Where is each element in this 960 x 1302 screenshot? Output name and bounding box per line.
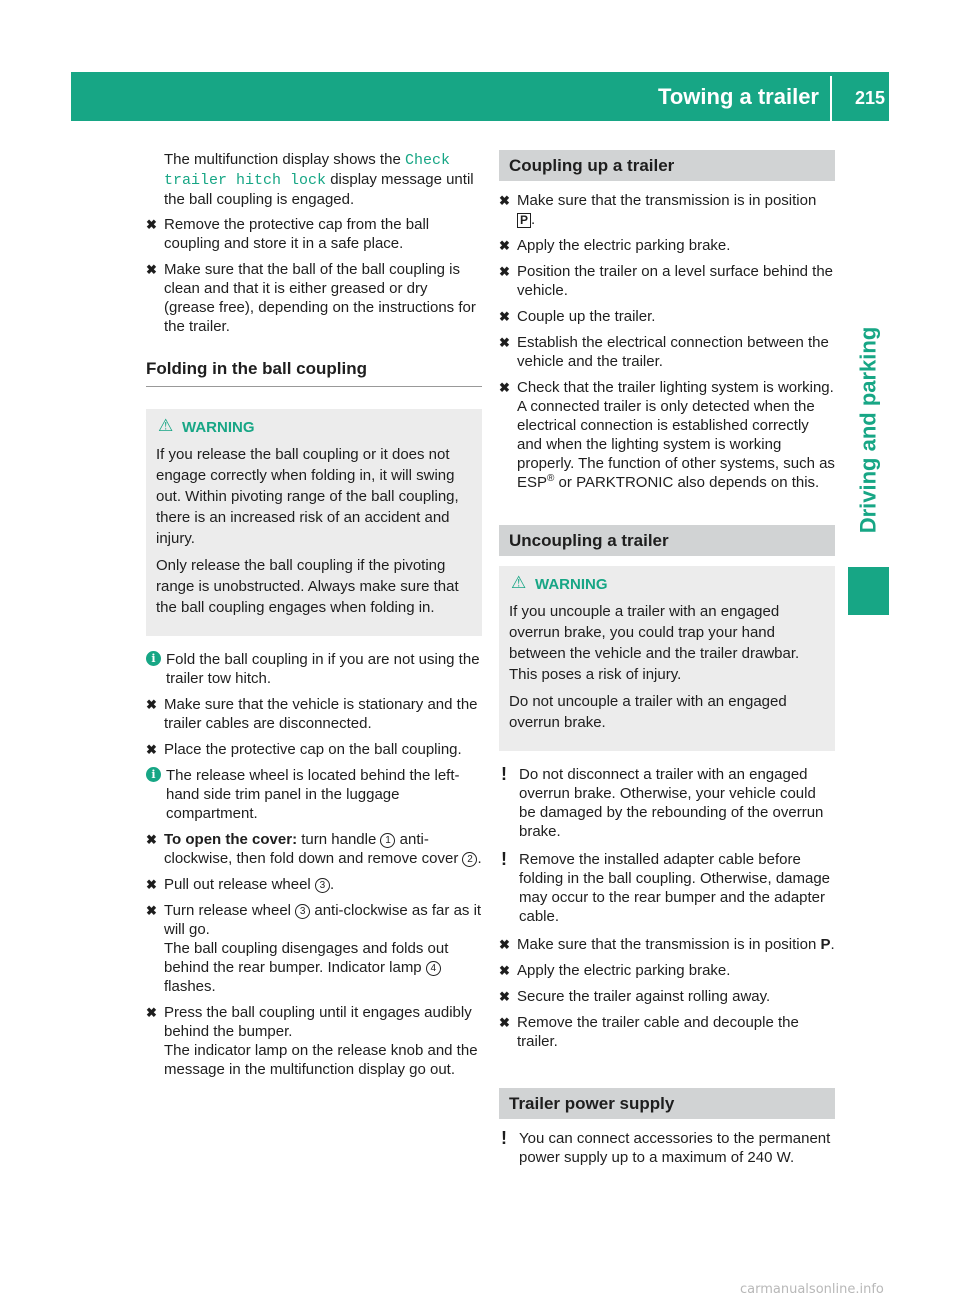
caution-note: ! Remove the installed adapter cable before folding in the ball coupling. Otherwise, damage may occur to the rear bumper and the adapter cable. <box>501 849 831 925</box>
caution-note: ! You can connect accessories to the permanent power supply up to a maximum of 240 W. <box>501 1128 831 1166</box>
park-position-icon: P <box>517 213 531 228</box>
arrow-icon: ✖ <box>146 903 157 918</box>
arrow-icon: ✖ <box>146 217 157 232</box>
arrow-icon: ✖ <box>146 832 157 847</box>
warning-heading: ⚠ WARNING <box>511 573 608 593</box>
arrow-icon: ✖ <box>499 989 510 1004</box>
warning-text: Do not uncouple a trailer with an engaged overrun brake. <box>509 693 787 731</box>
step-place-cap: ✖ Place the protective cap on the ball coupling. <box>146 741 462 758</box>
arrow-icon: ✖ <box>499 193 510 208</box>
step-parking-brake: ✖ Apply the electric parking brake. <box>499 962 731 979</box>
step-lighting: ✖ Check that the trailer lighting system is working. A connected trailer is only detected when the electrical connection is established correctly and when the lighting system is working properly. The function of other systems, such as ESP® or PARKTRONIC also depends on this. <box>499 379 835 491</box>
warning-heading: ⚠ WARNING <box>158 416 255 436</box>
step-check-ball: ✖ Make sure that the ball of the ball coupling is clean and that it is either greased or dry (grease free), depending on the instructions for the trailer. <box>146 261 476 335</box>
warning-triangle-icon: ⚠ <box>158 416 174 435</box>
info-icon: i <box>146 767 161 782</box>
step-open-cover: ✖ To open the cover: turn handle 1 anti-clockwise, then fold down and remove cover 2 . <box>146 831 482 867</box>
callout-2: 2 <box>462 852 477 867</box>
section-title-folding: Folding in the ball coupling <box>146 358 482 387</box>
arrow-icon: ✖ <box>499 937 510 952</box>
step-press-coupling: ✖ Press the ball coupling until it engages audibly behind the bumper. The indicator lamp on the release knob and the message in the multifunction display go out. <box>146 1004 478 1078</box>
step-position-trailer: ✖ Position the trailer on a level surface behind the vehicle. <box>499 263 834 299</box>
step-secure-trailer: ✖ Secure the trailer against rolling away. <box>499 988 771 1005</box>
warning-box <box>499 566 835 751</box>
exclamation-icon: ! <box>501 764 507 784</box>
arrow-icon: ✖ <box>499 309 510 324</box>
info-note: i Fold the ball coupling in if you are not using the trailer tow hitch. <box>146 650 482 688</box>
warning-text: If you release the ball coupling or it does not engage correctly when folding in, it will swing out. Within pivoting range of the ball coupling, there is an increased risk of an accident and injury. <box>156 446 459 547</box>
warning-text: If you uncouple a trailer with an engaged overrun brake, you could trap your hand between the vehicle and the trailer drawbar. This poses a risk of injury. <box>509 603 800 683</box>
page-number: 215 <box>854 88 885 108</box>
warning-text: Only release the ball coupling if the pivoting range is unobstructed. Always make sure that the ball coupling engages when folding in. <box>156 557 459 616</box>
section-title-uncoupling: Uncoupling a trailer <box>499 525 835 556</box>
step-turn-wheel: ✖ Turn release wheel 3 anti-clockwise as far as it will go. The ball coupling disengages and folds out behind the rear bumper. Indicator lamp 4 flashes. <box>146 902 482 995</box>
arrow-icon: ✖ <box>499 238 510 253</box>
step-remove-cable: ✖ Remove the trailer cable and decouple the trailer. <box>499 1014 799 1050</box>
left-column <box>146 150 482 1086</box>
header-title: Towing a trailer <box>658 84 819 109</box>
info-icon: i <box>146 651 161 666</box>
step-couple-up: ✖ Couple up the trailer. <box>499 308 656 325</box>
step-transmission: ✖ Make sure that the transmission is in position P . <box>499 192 817 228</box>
step-stationary: ✖ Make sure that the vehicle is stationary and the trailer cables are disconnected. <box>146 696 478 732</box>
section-title-power-supply: Trailer power supply <box>499 1088 835 1119</box>
caution-note: ! Do not disconnect a trailer with an engaged overrun brake. Otherwise, your vehicle could be damaged by the rebounding of the overrun brake. <box>501 764 824 840</box>
intro-paragraph: The multifunction display shows the Check trailer hitch lock display message until the ball coupling is engaged. <box>164 151 474 208</box>
side-tab <box>848 300 888 560</box>
arrow-icon: ✖ <box>146 697 157 712</box>
watermark: carmanualsonline.info <box>740 1282 884 1297</box>
callout-1: 1 <box>380 833 395 848</box>
arrow-icon: ✖ <box>146 1005 157 1020</box>
display-message-cont: trailer hitch lock <box>164 172 327 189</box>
info-note: i The release wheel is located behind the left-hand side trim panel in the luggage compartment. <box>146 766 482 823</box>
warning-triangle-icon: ⚠ <box>511 573 527 592</box>
display-message: Check <box>404 152 450 169</box>
warning-box <box>146 409 482 636</box>
arrow-icon: ✖ <box>499 963 510 978</box>
side-tab-label: Driving and parking <box>855 326 881 534</box>
arrow-icon: ✖ <box>499 264 510 279</box>
step-remove-cap: ✖ Remove the protective cap from the ball coupling and store it in a safe place. <box>146 216 430 252</box>
page-header <box>71 72 889 121</box>
callout-3: 3 <box>295 904 310 919</box>
callout-3: 3 <box>315 878 330 893</box>
arrow-icon: ✖ <box>146 742 157 757</box>
step-parking-brake: ✖ Apply the electric parking brake. <box>499 237 731 254</box>
arrow-icon: ✖ <box>499 1015 510 1030</box>
arrow-icon: ✖ <box>499 380 510 395</box>
section-title-coupling: Coupling up a trailer <box>499 150 835 181</box>
arrow-icon: ✖ <box>146 877 157 892</box>
arrow-icon: ✖ <box>146 262 157 277</box>
step-pull-wheel: ✖ Pull out release wheel 3 . <box>146 876 335 893</box>
arrow-icon: ✖ <box>499 335 510 350</box>
side-tab-marker <box>848 567 889 615</box>
right-column <box>499 150 835 1176</box>
callout-4: 4 <box>426 961 441 976</box>
header-separator <box>830 76 832 121</box>
exclamation-icon: ! <box>501 849 507 869</box>
step-transmission-p: ✖ Make sure that the transmission is in position P. <box>499 936 835 953</box>
step-electrical: ✖ Establish the electrical connection between the vehicle and the trailer. <box>499 334 829 370</box>
exclamation-icon: ! <box>501 1128 507 1148</box>
